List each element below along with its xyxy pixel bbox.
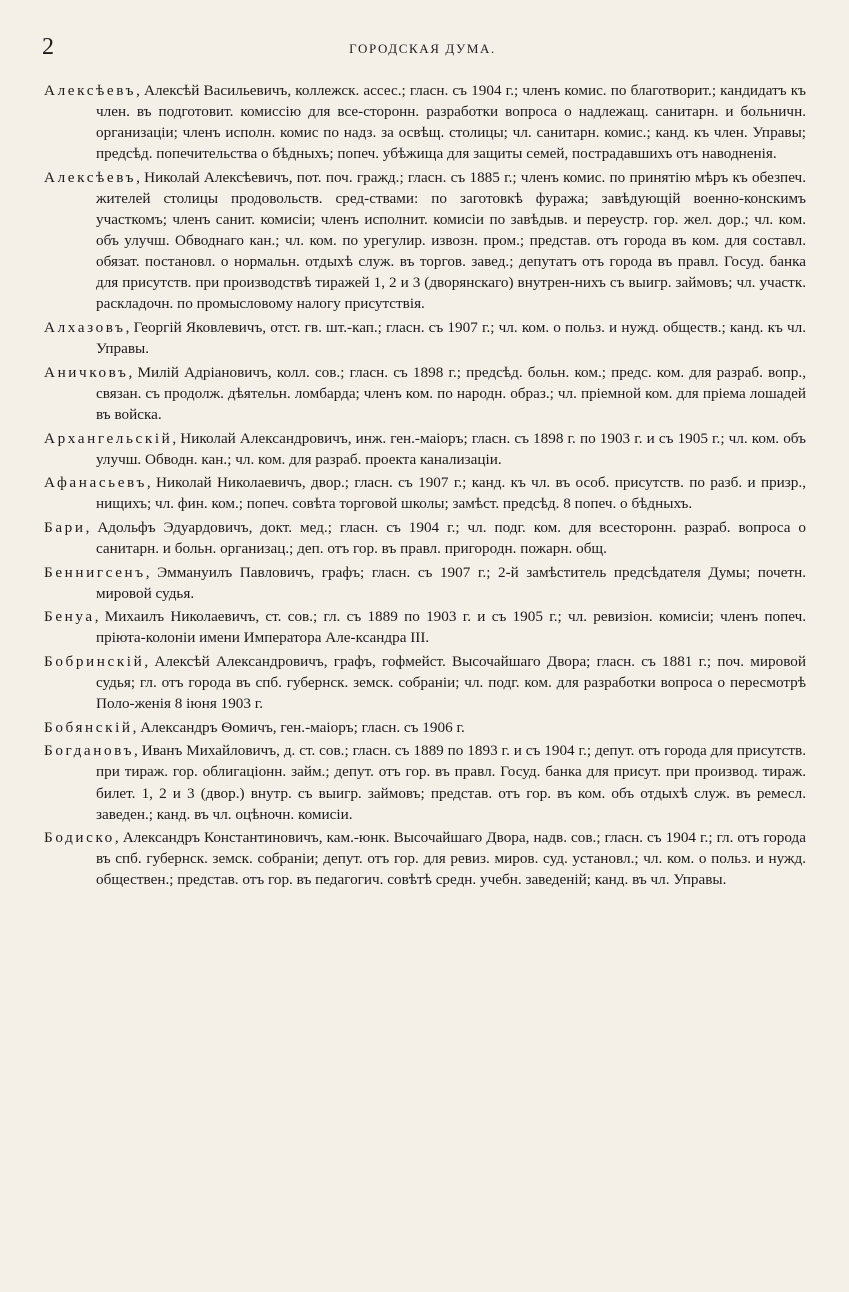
entry-surname: Беннигсенъ xyxy=(44,563,146,581)
entry-text: , Николай Николаевичъ, двор.; гласн. съ 1907 г.; канд. къ чл. въ особ. присутств. по разб. и призр., нищихъ; чл. фин. ком.; попеч. совѣта торговой школы; замѣст. предсѣд. 8 попеч. о бѣдныхъ. xyxy=(96,474,806,513)
entry-text: , Александръ Ѳомичъ, ген.-маіоръ; гласн. съ 1906 г. xyxy=(132,718,465,736)
entry-surname: Бенуа xyxy=(44,608,95,626)
entry-surname: Бари xyxy=(44,518,86,536)
entry xyxy=(44,517,806,559)
entry-surname: Алексѣевъ xyxy=(44,168,137,186)
entry-text: , Алексѣй Александровичъ, графъ, гофмейст. Высочайшаго Двора; гласн. съ 1881 г.; поч. мировой судья; гл. отъ города въ спб. губернск. земск. собраніи; чл. подг. ком. для разработки вопроса о пересмотрѣ Поло-женія 8 іюня 1903 г. xyxy=(96,652,806,713)
entry xyxy=(44,740,806,824)
running-title: ГОРОДСКАЯ ДУМА. xyxy=(349,41,496,56)
page-number: 2 xyxy=(42,34,54,60)
entry xyxy=(44,606,806,648)
entry-list xyxy=(44,80,806,893)
entry xyxy=(44,651,806,714)
page-header xyxy=(42,34,803,64)
entry-text: , Александръ Константиновичъ, кам.-юнк. Высочайшаго Двора, надв. сов.; гласн. съ 1904 г.; гл. отъ города въ спб. губернск. земск. собраніи; депут. отъ гор. для ревиз. миров. суд. установл.; чл. ком. о польз. и нужд. обществен.; представ. отъ гор. въ педагогич. совѣтѣ средн. учебн. заведеній; канд. въ чл. Управы. xyxy=(96,829,806,889)
entry xyxy=(44,167,806,315)
entry-text: , Михаилъ Николаевичъ, ст. сов.; гл. съ 1889 по 1903 г. и съ 1905 г.; чл. ревизіон. комисіи; членъ попеч. пріюта-колоніи имени Императора Але-ксандра III. xyxy=(94,608,806,647)
entry xyxy=(44,472,806,514)
entry-text: , Адольфъ Эдуардовичъ, докт. мед.; гласн. съ 1904 г.; чл. подг. ком. для всесторонн. разраб. вопроса о санитарн. и больн. организац.; деп. отъ гор. въ правл. пригородн. пожарн. общ. xyxy=(85,518,806,557)
entry-surname: Алхазовъ xyxy=(44,319,126,337)
entry-surname: Бобянскій xyxy=(44,718,133,736)
entry-surname: Афанасьевъ xyxy=(44,474,147,492)
entry xyxy=(44,428,806,470)
entry-text: , Иванъ Михайловичъ, д. ст. сов.; гласн. съ 1889 по 1893 г. и съ 1904 г.; депут. отъ города для присутств. при тираж. гор. облигаціонн. займ.; депут. отъ гор. въ правл. Госуд. банка для присут. при производ. тираж. билет. 1, 2 и 3 (двор.) внутр. съ выигр. займовъ; представ. отъ гор. въ ком. объ отдыхѣ служ. въ ремесл. заведен.; канд. въ чл. оцѣночн. комисіи. xyxy=(96,742,806,823)
entry-text: , Георгій Яковлевичъ, отст. гв. шт.-кап.; гласн. съ 1907 г.; чл. ком. о польз. и нужд. обществ.; канд. къ чл. Управы. xyxy=(96,319,806,358)
entry-text: , Николай Александровичъ, инж. ген.-маіоръ; гласн. съ 1898 г. по 1903 г. и съ 1905 г.; чл. ком. объ улучш. Обводн. кан.; чл. ком. для разраб. проекта канализаціи. xyxy=(96,429,806,468)
entry-text: , Алексѣй Васильевичъ, коллежск. ассес.; гласн. съ 1904 г.; членъ комис. по благотворит.; кандидатъ къ член. въ подготовит. комиссію для все-сторонн. разработки вопроса о надлежащ. санитарн. и больничн. организаціи; членъ исполн. комис по надз. за освѣщ. столицы; чл. санитарн. комис.; канд. къ член. Управы; предсѣд. попечительства о бѣдныхъ; попеч. убѣжища для защиты семей, пострадавшихъ отъ наводненія. xyxy=(96,82,806,163)
entry xyxy=(44,717,806,738)
entry-surname: Аничковъ xyxy=(44,363,129,381)
entry-surname: Бобринскій xyxy=(44,652,145,670)
entry-text: , Николай Алексѣевичъ, пот. поч. гражд.; гласн. съ 1885 г.; членъ комис. по принятію мѣръ къ обезпеч. жителей столицы продовольств. сред-ствами: по заготовкѣ фуража; завѣдующій военно-конскимъ участкомъ; членъ санит. комисіи; членъ исполнит. комисіи по завѣдыв. и переустр. гор. жел. дор.; чл. ком. объ улучш. Обводнаго кан.; чл. ком. по урегулир. извозн. пром.; представ. отъ города въ ком. для составл. обязат. постановл. о нормальн. отдыхѣ служ. въ торгов. завед.; депутатъ отъ города въ правл. Госуд. банка для присутств. при производствѣ тиражей 1, 2 и 3 (дворянскаго) внутрен-нихъ съ выигр. займовъ; чл. участк. раскладочн. по промысловому налогу присутствія. xyxy=(96,168,806,313)
entry xyxy=(44,362,806,425)
entry-surname: Архангельскій xyxy=(44,429,173,447)
entry-text: , Эммануилъ Павловичъ, графъ; гласн. съ 1907 г.; 2-й замѣститель предсѣдателя Думы; почетн. мировой судья. xyxy=(96,563,806,602)
entry xyxy=(44,562,806,604)
entry xyxy=(44,317,806,359)
entry-surname: Богдановъ xyxy=(44,742,135,760)
entry xyxy=(44,80,806,164)
entry-text: , Милій Адріановичъ, колл. сов.; гласн. съ 1898 г.; предсѣд. больн. ком.; предс. ком. для разраб. вопр., связан. съ продолж. дѣятельн. ломбарда; членъ ком. по народн. образ.; чл. пріемной ком. для пріема лошадей въ войска. xyxy=(96,363,806,423)
entry xyxy=(44,827,806,890)
entry-surname: Алексѣевъ xyxy=(44,82,137,99)
entry-surname: Бодиско xyxy=(44,829,115,847)
